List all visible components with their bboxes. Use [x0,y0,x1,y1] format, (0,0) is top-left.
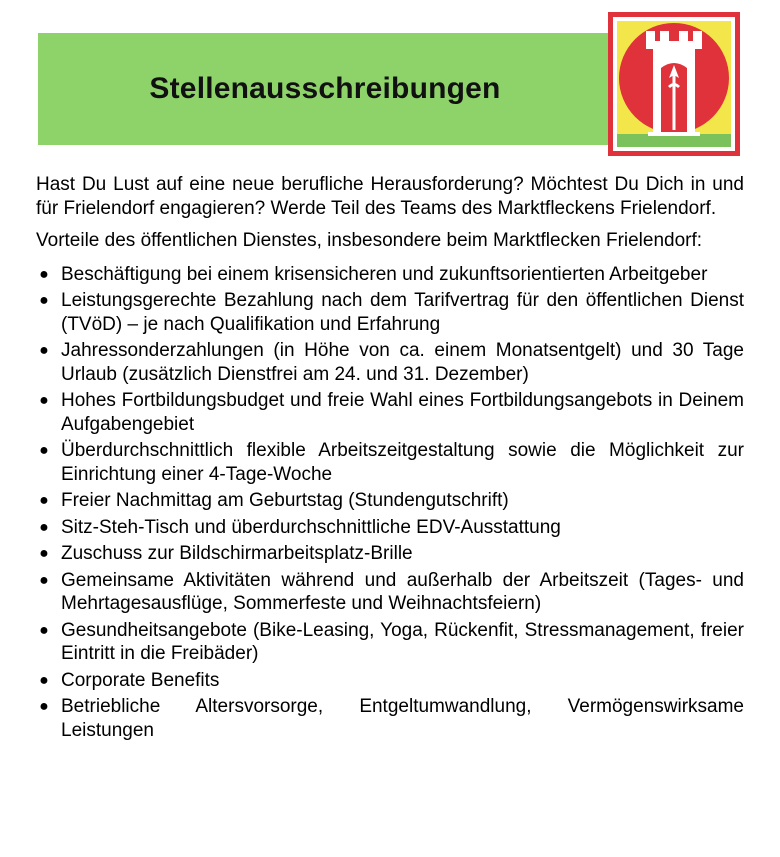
benefits-list [36,263,744,743]
list-item: ● Gesundheitsangebote (Bike-Leasing, Yoga, Rückenfit, Stressmanagement, freier Eintritt in die Freibäder) [39,619,744,664]
bullet-icon: ● [39,671,49,689]
bullet-icon: ● [39,698,49,715]
bullet-icon: ● [39,442,49,459]
list-item: ● Leistungsgerechte Bezahlung nach dem Tarifvertrag für den öffentlichen Dienst (TVöD) – je nach Qualifikation und Erfahrung [39,290,744,335]
page-title: Stellenausschreibungen [149,72,501,105]
list-item: ● Jahressonderzahlungen (in Höhe von ca. einem Monatsentgelt) und 30 Tage Urlaub (zusätzlich Dienstfrei am 24. und 31. Dezember) [39,340,744,385]
list-item: ● Hohes Fortbildungsbudget und freie Wahl eines Fortbildungsangebots in Deinem Aufgabengebiet [39,390,744,435]
list-item: ● Freier Nachmittag am Geburtstag (Stundengutschrift) [39,490,509,511]
list-item: ● Corporate Benefits [39,669,220,691]
coat-of-arms [608,12,740,156]
list-item: ● Überdurchschnittlich flexible Arbeitszeitgestaltung sowie die Möglichkeit zur Einrichtung einer 4-Tage-Woche [39,440,744,485]
list-item: ● Beschäftigung bei einem krisensicheren und zukunftsorientierten Arbeitgeber [39,263,708,285]
bullet-icon: ● [39,571,49,589]
bullet-icon: ● [39,518,49,536]
bullet-icon: ● [39,342,49,359]
intro-paragraph: Hast Du Lust auf eine neue berufliche Herausforderung? Möchtest Du Dich in und für Frielendorf engagieren? Werde Teil des Teams des Marktfleckens Frielendorf. [36,174,744,219]
bullet-icon: ● [39,292,49,309]
bullet-icon: ● [39,392,49,409]
bullet-icon: ● [39,545,49,562]
title-banner [38,33,608,145]
list-item: ● Zuschuss zur Bildschirmarbeitsplatz-Brille [39,543,413,564]
benefits-intro: Vorteile des öffentlichen Dienstes, insbesondere beim Marktflecken Frielendorf: [36,230,703,251]
bullet-icon: ● [39,492,49,509]
job-posting-body [36,173,744,745]
list-item: ● Sitz-Steh-Tisch und überdurchschnittliche EDV-Ausstattung [39,516,561,538]
list-item: ● Gemeinsame Aktivitäten während und außerhalb der Arbeitszeit (Tages- und Mehrtagesausflüge, Sommerfeste und Weihnachtsfeiern) [39,569,744,614]
bullet-icon: ● [39,621,49,639]
castle-tower-icon [608,12,740,156]
list-item: ● Betriebliche Altersvorsorge, Entgeltumwandlung, Vermögenswirksame Leistungen [39,696,744,741]
bullet-icon: ● [39,265,49,283]
